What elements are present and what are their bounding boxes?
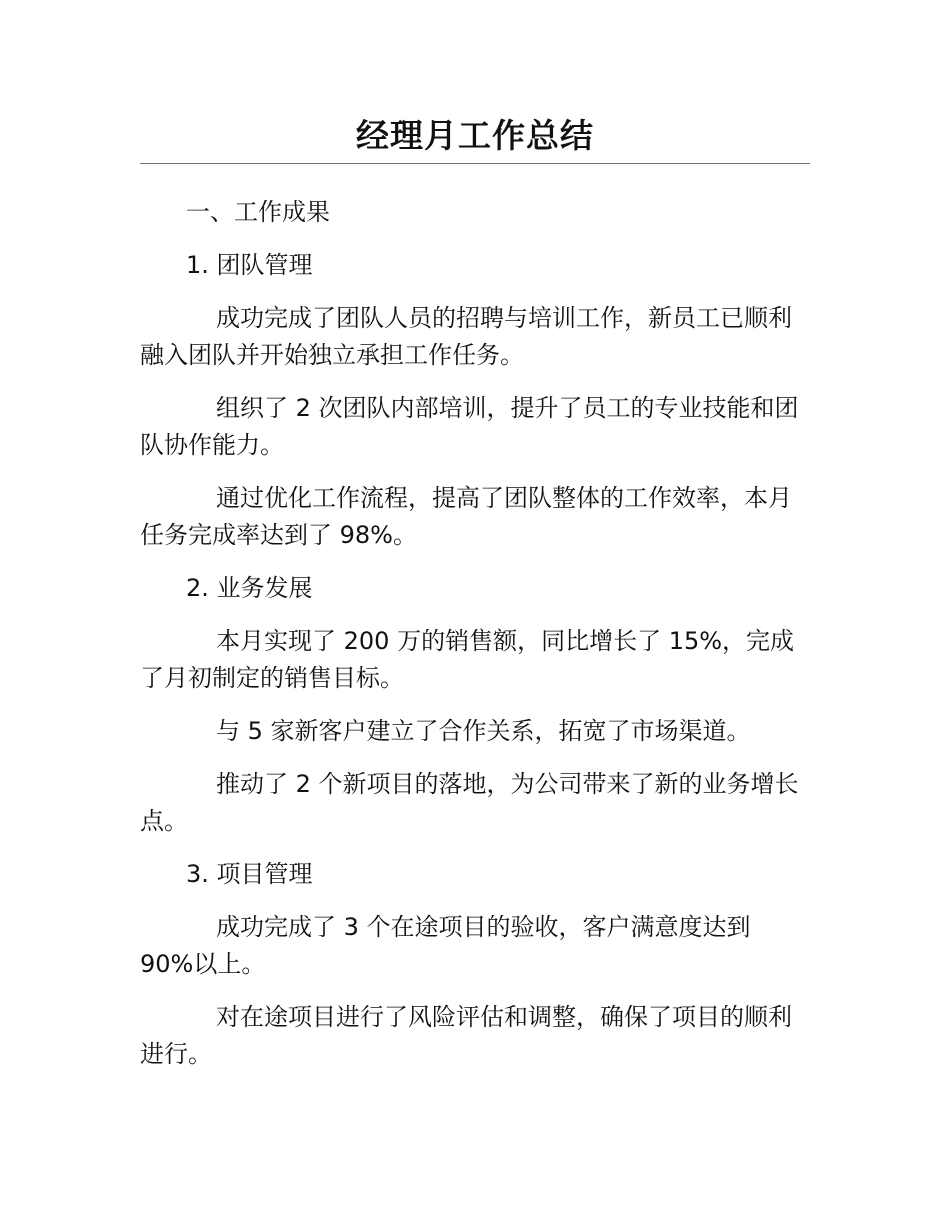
paragraph: 组织了 2 次团队内部培训，提升了员工的专业技能和团队协作能力。 bbox=[140, 394, 799, 459]
document-page bbox=[140, 0, 810, 1073]
paragraph: 与 5 家新客户建立了合作关系，拓宽了市场渠道。 bbox=[216, 717, 751, 745]
paragraph: 成功完成了 3 个在途项目的验收，客户满意度达到 90%以上。 bbox=[140, 913, 751, 978]
paragraph: 推动了 2 个新项目的落地，为公司带来了新的业务增长点。 bbox=[140, 770, 799, 835]
section-heading: 一、工作成果 bbox=[186, 198, 330, 226]
title-underline bbox=[140, 163, 810, 164]
subsection-heading-team: 1. 团队管理 bbox=[186, 251, 313, 279]
paragraph: 成功完成了团队人员的招聘与培训工作，新员工已顺利融入团队并开始独立承担工作任务。 bbox=[140, 304, 792, 369]
paragraph: 对在途项目进行了风险评估和调整，确保了项目的顺利进行。 bbox=[140, 1003, 792, 1068]
paragraph: 通过优化工作流程，提高了团队整体的工作效率，本月任务完成率达到了 98%。 bbox=[140, 484, 792, 549]
subsection-heading-business: 2. 业务发展 bbox=[186, 574, 313, 602]
page-title: 经理月工作总结 bbox=[356, 116, 594, 155]
document-body bbox=[140, 194, 810, 1073]
subsection-heading-projects: 3. 项目管理 bbox=[186, 860, 313, 888]
paragraph: 本月实现了 200 万的销售额，同比增长了 15%，完成了月初制定的销售目标。 bbox=[140, 627, 795, 692]
